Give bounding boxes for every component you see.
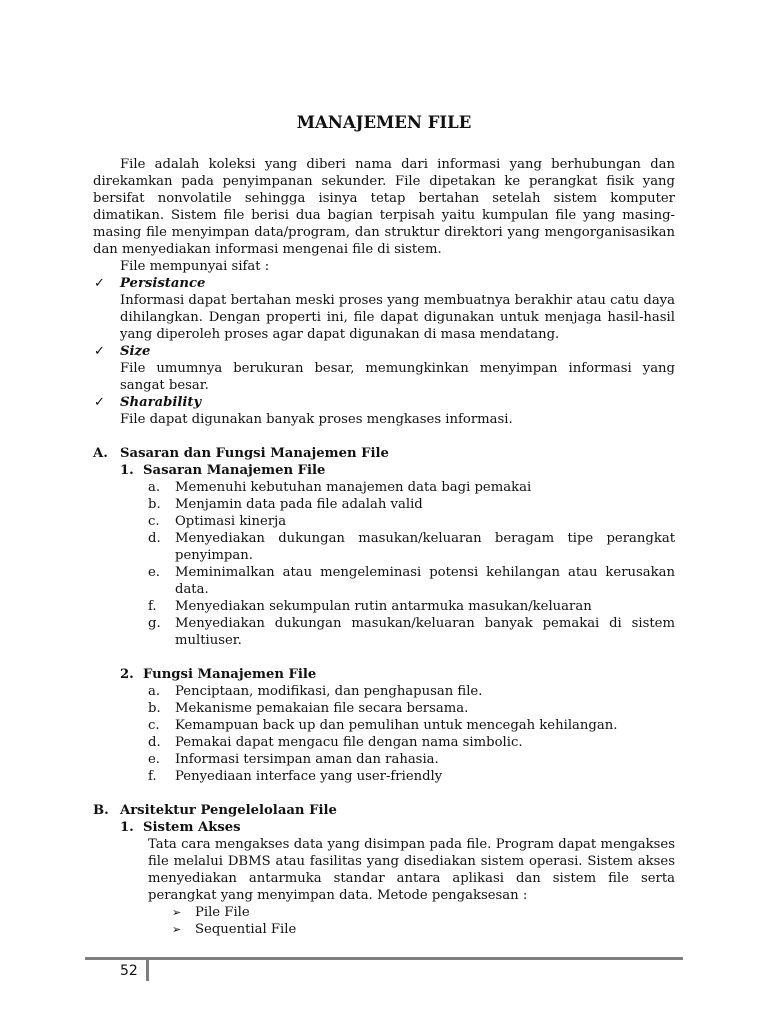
section-b-heading — [93, 802, 675, 819]
list-item — [93, 717, 675, 734]
list-text: Menyediakan dukungan masukan/keluaran banyak pemakai di sistem multiuser. — [175, 616, 675, 648]
list-text: Mekanisme pemakaian file secara bersama. — [175, 701, 469, 716]
list-item — [93, 615, 675, 649]
list-item — [93, 598, 675, 615]
property-description: Informasi dapat bertahan meski proses yang membuatnya berakhir atau catu daya dihilangkan. Dengan properti ini, file dapat digunakan untuk menjaga hasil-hasil yang diperoleh proses agar dapat digunakan di masa mendatang. — [120, 293, 675, 342]
section-title: Sasaran dan Fungsi Manajemen File — [120, 446, 389, 461]
sifat-intro: File mempunyai sifat : — [120, 259, 270, 274]
check-icon: ✓ — [94, 344, 106, 359]
footer-divider — [85, 957, 683, 960]
list-text: Penciptaan, modifikasi, dan penghapusan file. — [175, 684, 483, 699]
spacer — [93, 649, 675, 666]
list-marker: c. — [148, 514, 160, 529]
page-title: MANAJEMEN FILE — [296, 113, 472, 132]
list-item — [93, 734, 675, 751]
list-item — [93, 768, 675, 785]
method-text: Pile File — [195, 905, 250, 920]
list-marker: d. — [148, 735, 161, 750]
section-a-heading — [93, 445, 675, 462]
list-item — [93, 530, 675, 564]
property-description: File dapat digunakan banyak proses mengkases informasi. — [120, 412, 513, 427]
list-marker: b. — [148, 701, 161, 716]
list-item — [93, 683, 675, 700]
property-heading — [93, 394, 675, 411]
list-marker: e. — [148, 565, 160, 580]
property-heading — [93, 343, 675, 360]
list-text: Informasi tersimpan aman dan rahasia. — [175, 752, 439, 767]
list-item — [93, 496, 675, 513]
footer-vertical-bar — [146, 960, 149, 981]
arrow-bullet-icon: ➢ — [172, 923, 182, 936]
list-marker: d. — [148, 531, 161, 546]
list-marker: c. — [148, 718, 160, 733]
sasaran-list — [93, 479, 675, 649]
list-item — [93, 479, 675, 496]
section-letter: A. — [93, 446, 108, 461]
property-name: Sharability — [120, 395, 202, 410]
list-text: Menyediakan sekumpulan rutin antarmuka masukan/keluaran — [175, 599, 592, 614]
spacer — [93, 428, 675, 445]
arrow-bullet-icon: ➢ — [172, 906, 182, 919]
list-marker: b. — [148, 497, 161, 512]
list-marker: a. — [148, 480, 161, 495]
list-text: Menjamin data pada file adalah valid — [175, 497, 423, 512]
list-text: Meminimalkan atau mengeleminasi potensi kehilangan atau kerusakan data. — [175, 565, 675, 597]
list-text: Optimasi kinerja — [175, 514, 287, 529]
subsection-heading — [93, 819, 675, 836]
list-marker: f. — [148, 599, 157, 614]
spacer — [93, 785, 675, 802]
list-text: Menyediakan dukungan masukan/keluaran beragam tipe perangkat penyimpan. — [175, 531, 675, 563]
subsection-title: Sistem Akses — [143, 820, 241, 835]
check-icon: ✓ — [94, 276, 106, 291]
sistem-akses-paragraph: Tata cara mengakses data yang disimpan pada file. Program dapat mengakses file melalui DBMS atau fasilitas yang disediakan sistem operasi. Sistem akses menyediakan antarmuka standar antara aplikasi dan sistem file serta perangkat yang menyimpan data. Metode pengaksesan : — [148, 837, 675, 903]
page-number: 52 — [120, 963, 138, 979]
subsection-title: Sasaran Manajemen File — [143, 463, 326, 478]
fungsi-list — [93, 683, 675, 785]
list-marker: e. — [148, 752, 160, 767]
property-description: File umumnya berukuran besar, memungkinkan menyimpan informasi yang sangat besar. — [120, 361, 675, 393]
list-item — [93, 700, 675, 717]
subsection-heading — [93, 462, 675, 479]
subsection-title: Fungsi Manajemen File — [143, 667, 317, 682]
subsection-number: 2. — [120, 667, 134, 682]
list-text: Penyediaan interface yang user-friendly — [175, 769, 443, 784]
list-marker: g. — [148, 616, 161, 631]
section-letter: B. — [93, 803, 109, 818]
list-text: Kemampuan back up dan pemulihan untuk mencegah kehilangan. — [175, 718, 618, 733]
property-name: Size — [120, 344, 151, 359]
list-item — [93, 751, 675, 768]
list-text: Pemakai dapat mengacu file dengan nama simbolic. — [175, 735, 523, 750]
subsection-number: 1. — [120, 463, 134, 478]
list-marker: a. — [148, 684, 161, 699]
subsection-number: 1. — [120, 820, 134, 835]
intro-paragraph: File adalah koleksi yang diberi nama dari informasi yang berhubungan dan direkamkan pada penyimpanan sekunder. File dipetakan ke perangkat fisik yang bersifat nonvolatile sehingga isinya tetap bertahan setelah sistem komputer dimatikan. Sistem file berisi dua bagian terpisah yaitu kumpulan file yang masing-masing file menyimpan data/program, dan struktur direktori yang mengorganisasikan dan menyediakan informasi mengenai file di sistem. — [93, 157, 675, 257]
method-item — [93, 921, 675, 938]
method-text: Sequential File — [195, 922, 297, 937]
list-text: Memenuhi kebutuhan manajemen data bagi pemakai — [175, 480, 532, 495]
document-body — [93, 156, 675, 938]
list-marker: f. — [148, 769, 157, 784]
list-item — [93, 564, 675, 598]
check-icon: ✓ — [94, 395, 106, 410]
subsection-heading — [93, 666, 675, 683]
method-item — [93, 904, 675, 921]
property-name: Persistance — [120, 276, 206, 291]
section-title: Arsitektur Pengelelolaan File — [120, 803, 337, 818]
list-item — [93, 513, 675, 530]
property-heading — [93, 275, 675, 292]
